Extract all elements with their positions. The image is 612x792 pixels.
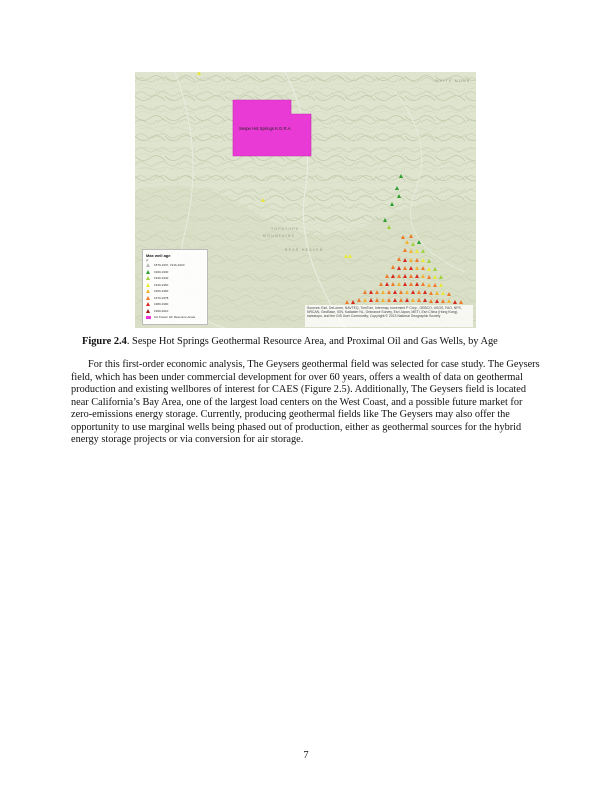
- triangle-icon: [146, 263, 150, 267]
- figure-caption: [82, 336, 542, 347]
- legend-item-label: 1980-1990: [154, 302, 169, 306]
- legend-title: Max well age: [146, 253, 171, 258]
- place-label-mountains: MOUNTAINS: [263, 234, 296, 238]
- legend-item: [146, 263, 206, 268]
- figure-caption-number: Figure 2.4: [82, 336, 127, 347]
- legend-item-label: 1940-1950: [154, 282, 169, 287]
- triangle-icon: [146, 276, 150, 280]
- legend-item: [146, 296, 206, 301]
- legend-item: [146, 315, 206, 320]
- legend-item-label: 1950-1960: [154, 289, 169, 293]
- legend-item-label: 1930-1940: [154, 276, 169, 280]
- legend-item-label: 1990-2010: [154, 308, 169, 313]
- legend-item: [146, 302, 206, 307]
- legend-item: [146, 289, 206, 294]
- legend-item: [146, 283, 206, 288]
- page-number: 7: [303, 750, 309, 761]
- legend-item-label: 1879-1907, 1916-1920: [154, 263, 185, 267]
- legend-item: [146, 309, 206, 314]
- legend-subtitle: yr: [146, 258, 149, 262]
- figure-caption-text: . Sespe Hot Springs Geothermal Resource Area, and Proximal Oil and Gas Wells, by Age: [126, 336, 498, 347]
- triangle-icon: [146, 283, 150, 287]
- triangle-icon: [146, 289, 150, 293]
- legend-item: [146, 270, 206, 275]
- map-legend: [142, 249, 208, 325]
- legend-item: [146, 276, 206, 281]
- place-label-topatopa: TOPATOPA: [271, 227, 300, 231]
- triangle-icon: [146, 270, 150, 274]
- triangle-icon: [146, 296, 150, 300]
- legend-item-label: CA Known GF Resource Areas: [154, 315, 196, 319]
- place-label-white-mountain: WHITE MOUN: [435, 79, 471, 83]
- legend-item-label: 1900-1930: [154, 269, 169, 274]
- kgra-area-label: Sespe Hot Springs K.G.R.A.: [239, 126, 292, 131]
- swatch-icon: [146, 316, 151, 320]
- map-attribution: Sources: Esri, DeLorme, NAVTEQ, TomTom, Intermap, increment P Corp., GEBCO, USGS, FAO, NPS, NRCAN, GeoBase, IGN, Kadaster NL, Ordnance Survey, Esri Japan, METI, Esri China (Hong Kong), swisstopo, and the GIS User Community; Copyright:© 2013 National Geographic Society: [305, 305, 473, 327]
- triangle-icon: [146, 309, 150, 313]
- place-label-bear-heaven: BEAR HEAVEN: [285, 248, 324, 252]
- figure-map: [135, 72, 476, 328]
- legend-item-label: 1970-1978: [154, 295, 169, 300]
- triangle-icon: [146, 302, 150, 306]
- body-paragraph: For this first-order economic analysis, The Geysers geothermal field was selected for case study. The Geysers field, which has been under commercial development for over 60 years, offers a wealth of data on geothermal production and existing wellbores of interest for CAES (Figure 2.5). Additionally, The Geysers field is located near California’s Bay Area, one of the largest load centers on the West Coast, and a possible future market for zero-emissions energy storage. Currently, producing geothermal fields like The Geysers may also offer the opportunity to use marginal wells being phased out of production, either as geothermal sources for the hybrid energy storage projects or via conversion for air storage.: [71, 359, 540, 445]
